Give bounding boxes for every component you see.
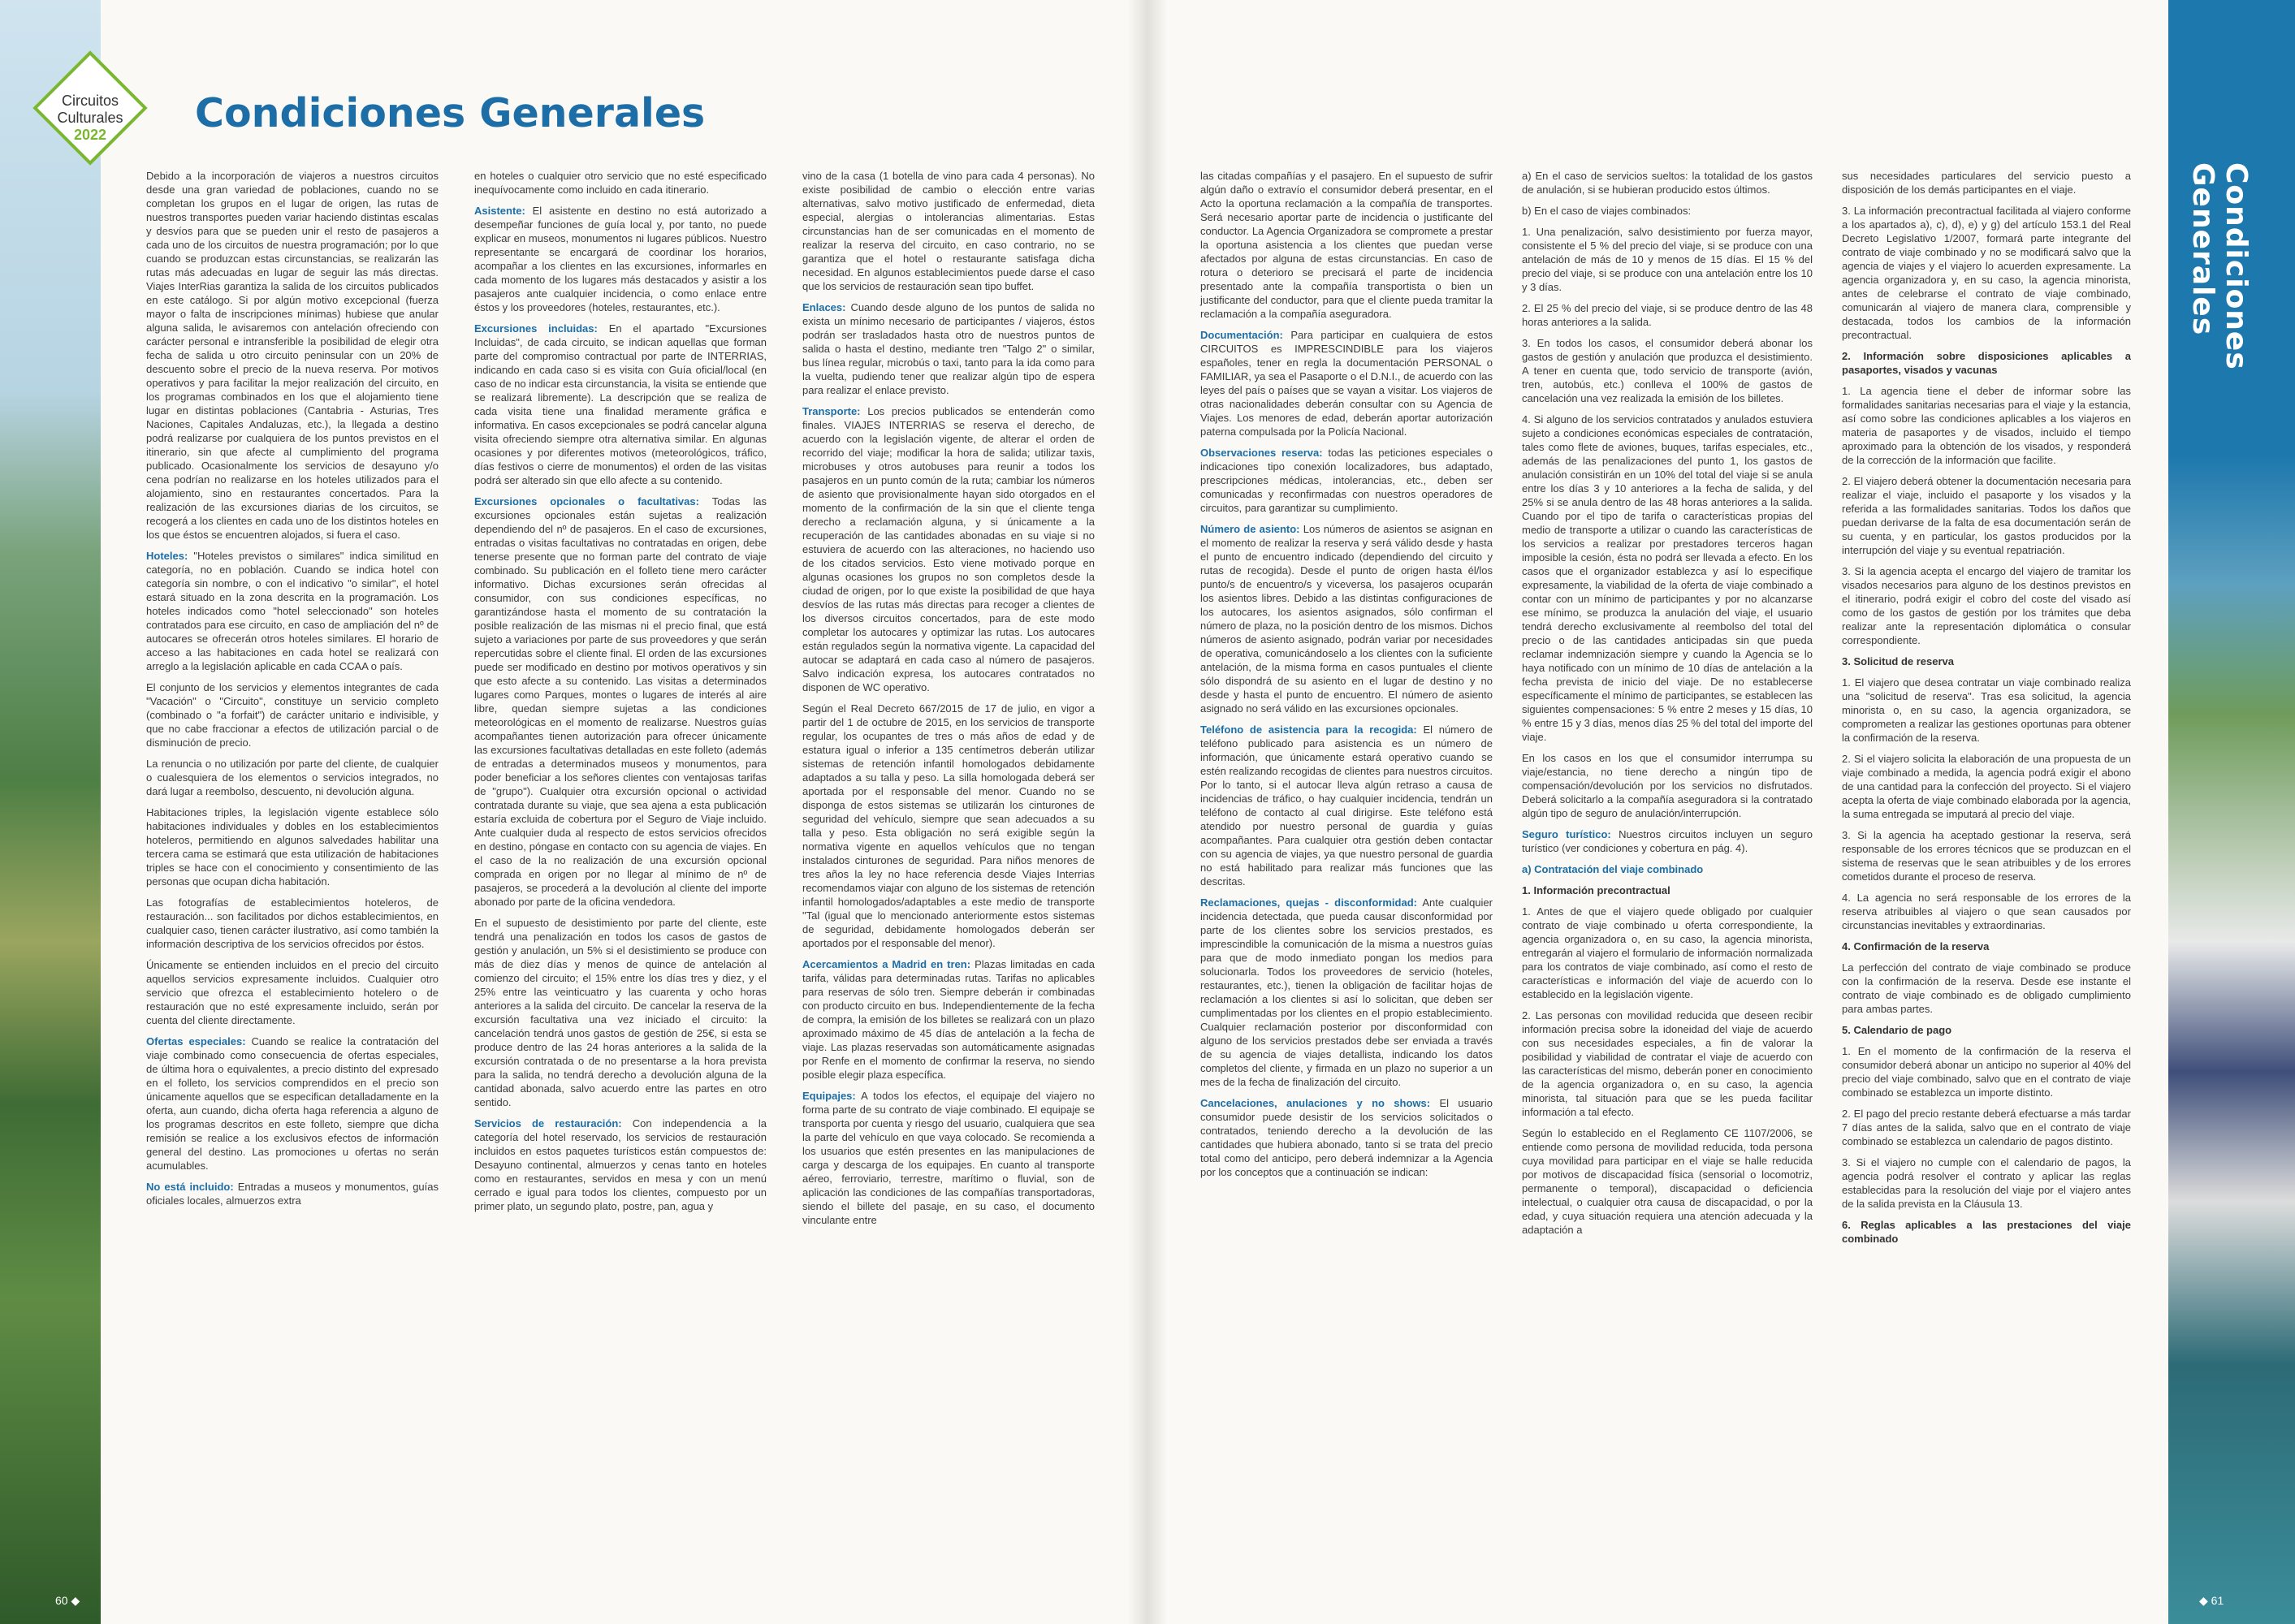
column-2 — [474, 169, 767, 1220]
section-heading: 2. Información sobre disposiciones aplicables a pasaportes, visados y vacunas — [1842, 350, 2131, 376]
paragraph-heading: Transporte: — [802, 405, 861, 417]
paragraph-text: Debido a la incorporación de viajeros a nuestros circuitos desde una gran variedad de poblaciones, cuando no se completan los grupos en el lugar de origen, las rutas de nuestros transportes pueden variar haciendo distintas escalas y desvíos para que se pueden unir el resto de pasajeros a cada uno de los circuitos de nuestra programación; por lo que cuando se produzcan estas circunstancias, se realizarán las rutas más adecuadas en lugar de seguir las más directas. Viajes InterRias garantiza la salida de los circuitos publicados en este catálogo. Si por algún motivo excepcional (fuerza mayor o falta de inscripciones mínimas) hubiese que anular alguna salida, le avisaremos con antelación ofreciendo con carácter personal e intransferible la posibilidad de elegir otra fecha de salida u otro circuito peninsular con un 20% de descuento sobre el precio de la nueva reserva. Por motivos operativos y para facilitar la mejor realización del circuito, en los programas combinados en los que el alojamiento tiene lugar en distintas poblaciones (Cantabria - Asturias, Tres Naciones, Capitales Andaluzas, etc.), la llegada a destino podrá realizarse por cualquiera de los puntos previstos en el itinerario, sin que afecte al cumplimiento del programa publicado. Ocasionalmente los servicios de desayuno y/o cena podrían no realizarse en los hoteles utilizados para el alojamiento, sino en restaurantes concertados. Para la realización de las excursiones diarias de los circuitos, se recogerá a los clientes en cada uno de los distintos hoteles en los que éstos se encuentren alojados, si fuera el caso. — [146, 170, 439, 541]
page-title: Condiciones Generales — [195, 90, 706, 136]
paragraph — [146, 1180, 439, 1207]
paragraph-text: 3. Si la agencia acepta el encargo del viajero de tramitar los visados necesarios para alguno de los destinos previstos en el itinerario, podrá exigir el cobro del coste del visado así como de los gastos de gestión por los trámites que deba realizar ante la representación diplomática o consular correspondiente. — [1842, 565, 2131, 646]
paragraph-text: las citadas compañías y el pasajero. En el supuesto de sufrir algún daño o extravío el consumidor deberá presentar, en el Acto la oportuna reclamación a la compañía de transportes. Será necesario aportar parte de incidencia o justificante del conductor. La Agencia Organizadora se compromete a prestar la oportuna asistencia a los clientes que puedan verse afectados por alguna de estas circunstancias. En caso de rotura o deterioro se precisará el parte de incidencia presentado ante la compañía transportista o bien un justificante del conductor, para que el cliente pueda tramitar la reclamación a la compañía aseguradora. — [1200, 170, 1493, 320]
paragraph-text: Según lo establecido en el Reglamento CE 1107/2006, se entiende como persona de movilidad reducida, toda persona cuya movilidad para participar en el viaje se halle reducida por motivos de discapacidad física (sensorial o locomotriz, permanente o temporal), discapacidad o deficiencia intelectual, o cualquier otra causa de discapacidad, o por la edad, y cuya situación requiera una atención adecuada y la adaptación a — [1522, 1127, 1813, 1236]
paragraph-text: 2. Las personas con movilidad reducida que deseen recibir información precisa sobre la idoneidad del viaje de acuerdo con sus necesidades especiales, a fin de valorar la posibilidad y viabilidad de contratar el viaje de acuerdo con las características del mismo, deberán poner en conocimiento de la agencia organizadora o, en su caso, la agencia minorista, tal situación para que se les pueda facilitar información a tal efecto. — [1522, 1009, 1813, 1118]
paragraph-text: A todos los efectos, el equipaje del viajero no forma parte de su contrato de viaje combinado. El equipaje se transporta por cuenta y riesgo del usuario, cualquiera que sea la parte del vehículo en que vaya colocado. Se recomienda a los usuarios que estén presentes en las manipulaciones de carga y descarga de los equipajes. En cuanto al transporte aéreo, ferroviario, terrestre, marítimo o fluvial, son de aplicación las condiciones de las compañías transportadoras, siendo el billete del pasaje, en su caso, el documento vinculante entre — [802, 1090, 1095, 1226]
paragraph — [1522, 751, 1813, 820]
paragraph — [146, 896, 439, 951]
paragraph-text: Habitaciones triples, la legislación vigente establece sólo habitaciones individuales y dobles en los establecimientos hoteleros, permitiendo en algunos salvedades habilitar una tercera cama se estimará que esta utilización de habitaciones triples se hace con el conocimiento y consentimiento de las personas que ocupan dicha habitación. — [146, 806, 439, 888]
paragraph — [146, 680, 439, 749]
paragraph-text: 3. En todos los casos, el consumidor deberá abonar los gastos de gestión y anulación que produzca el desistimiento. A tener en cuenta que, todo servicio de transporte (avión, tren, autobús, etc.) conlleva el 100% de gastos de cancelación una vez realizada la emisión de los billetes. — [1522, 337, 1813, 404]
paragraph-heading: Seguro turístico: — [1522, 828, 1611, 840]
badge-year: 2022 — [73, 127, 107, 143]
paragraph-text: 2. El 25 % del precio del viaje, si se produce dentro de las 48 horas anteriores a la salida. — [1522, 302, 1813, 328]
paragraph — [1200, 169, 1493, 321]
paragraph — [1842, 1107, 2131, 1148]
paragraph-text: 1. En el momento de la confirmación de la reserva el consumidor deberá abonar un anticipo no superior al 40% del precio del viaje combinado, salvo que en el contrato de viaje combinado se establezca un importe distinto. — [1842, 1045, 2131, 1099]
paragraph — [1522, 225, 1813, 294]
paragraph — [1522, 827, 1813, 855]
paragraph — [146, 169, 439, 542]
paragraph — [802, 957, 1095, 1082]
column-4 — [1200, 169, 1493, 1186]
paragraph — [146, 806, 439, 888]
paragraph-text: en hoteles o cualquier otro servicio que no esté especificado inequívocamente como incluido en cada itinerario. — [474, 170, 767, 196]
paragraph — [146, 757, 439, 798]
paragraph-text: todas las peticiones especiales o indicaciones tipo conexión localizadores, bus adaptado, prescripciones médicas, intolerancias, etc., deben ser comunicadas y reconfirmadas con nuestros operadores de circuitos, para garantizar su cumplimiento. — [1200, 447, 1493, 514]
paragraph-heading: Ofertas especiales: — [146, 1035, 246, 1047]
paragraph-text: Nuestros circuitos incluyen un seguro turístico (ver condiciones y cobertura en pág. 4). — [1522, 828, 1813, 854]
paragraph — [1200, 328, 1493, 438]
paragraph — [474, 204, 767, 314]
paragraph — [474, 495, 767, 909]
paragraph-text: 4. Si alguno de los servicios contratados y anulados estuviera sujeto a condiciones económicas especiales de contratación, tales como flete de aviones, buques, tarifas especiales, etc., además de las penalizaciones del punto 1, los gastos de anulación consistirán en un 10% del total del viaje si se anula entre los días 3 y 10 anteriores a la fecha de salida, y del 25% si se anula dentro de las 48 horas anteriores a la salida. Cuando por el tipo de tarifa o características propias del medio de transporte a utilizar o cuando las características de los servicios a realizar por prestadores terceros hagan imposible la cesión, ésta no podrá ser llevada a efecto. En los casos que el organizador establezca y así lo especifique expresamente, la viabilidad de la oferta de viaje combinado a contar con un mínimo de participantes y por no alcanzarse ese mínimo, se produzca la anulación del viaje, el usuario tendrá derecho exclusivamente al reembolso del total del precio o de las cantidades anticipadas sin que pueda reclamar indemnización siempre y cuando la Agencia se lo haya notificado con un mínimo de 10 días de antelación a la fecha prevista de inicio del viaje. De no establecerse específicamente el mínimo de participantes, se establecen las siguientes compensaciones: 5 % entre 2 meses y 15 días, 10 % entre 15 y 3 días, menos días 25 % del total del importe del viaje. — [1522, 413, 1813, 743]
paragraph-text: La perfección del contrato de viaje combinado se produce con la confirmación de la reserva. Desde ese instante el contrato de viaje combinado es de obligado cumplimiento para ambas partes. — [1842, 961, 2131, 1015]
paragraph-text: Ante cualquier incidencia detectada, que pueda causar disconformidad por parte de los clientes sobre los servicios prestados, es imprescindible la comunicación de la misma a nuestros guías para que de modo inmediato pongan los medios para solucionarla. Todos los proveedores de servicio (hoteles, restaurantes, etc.), tienen la obligación de facilitar hojas de reclamación a los clientes si así lo solicitan, que deben ser cumplimentadas por los clientes en el propio establecimiento. Cualquier reclamación posterior por disconformidad con alguno de los servicios prestados debe ser enviada a través de su agencia de viajes detallista, indicando los datos completos del cliente, y firmada en un plazo no superior a un mes de la fecha de finalización del circuito. — [1200, 896, 1493, 1088]
circuitos-culturales-badge — [32, 50, 148, 166]
paragraph — [1522, 204, 1813, 218]
paragraph — [802, 702, 1095, 950]
paragraph-heading: Número de asiento: — [1200, 523, 1300, 535]
paragraph — [146, 549, 439, 673]
paragraph-text: Con independencia a la categoría del hotel reservado, los servicios de restauración incluidos en estos paquetes turísticos están compuestos de: Desayuno continental, almuerzos y cenas tanto en hoteles como en restaurantes, servidos en mesa y con un menú cerrado e igual para todos los clientes, compuesto por un primer plato, un segundo plato, postre, pan, agua y — [474, 1117, 767, 1212]
paragraph — [1522, 412, 1813, 744]
paragraph-text: "Hoteles previstos o similares" indica similitud en categoría, no en población. Cuando se indica hotel con categoría sin nombre, o con el indicativo "o similar", el hotel estará situado en la zona descrita en la programación. Los hoteles indicados como "hotel seleccionado" son hoteles contratados para ese circuito, en caso de ampliación del nº de autocares se ofrecerán otros hoteles similares. El horario de acceso a las habitaciones en cada hotel se realizará con arreglo a la legislación aplicable en cada CCAA o país. — [146, 550, 439, 672]
column-1 — [146, 169, 439, 1215]
page-number-right: ◆ 61 — [2199, 1594, 2224, 1607]
paragraph — [1842, 1155, 2131, 1211]
paragraph-text: 3. La información precontractual facilitada al viajero conforme a los apartados a), c), d), e) y g) del artículo 153.1 del Real Decreto Legislativo 1/2007, formará parte integrante del contrato de viaje combinado y no se modificará salvo que la agencia de viajes y el viajero lo acuerden expresamente. La agencia organizadora y, en su caso, la agencia minorista, antes de celebrarse el contrato de viaje combinado, comunicarán al viajero de manera clara, comprensible y destacada, todos los cambios de la información precontractual. — [1842, 205, 2131, 341]
paragraph — [802, 300, 1095, 397]
paragraph-text: b) En el caso de viajes combinados: — [1522, 205, 1692, 217]
paragraph — [1842, 204, 2131, 342]
paragraph-heading: Hoteles: — [146, 550, 188, 562]
paragraph-text: Las fotografías de establecimientos hoteleros, de restauración... son facilitados por dichos establecimientos, en cualquier caso, tienen carácter ilustrativo, así como también la información descriptiva de los servicios ofrecidos por éstos. — [146, 896, 439, 950]
paragraph-text: Cuando desde alguno de los puntos de salida no exista un mínimo necesario de participantes / viajeros, éstos podrán ser trasladados hasta otro de nuestros puntos de salida o hasta el destino, mediante tren "Talgo 2" o similar, bus línea regular, microbús o taxi, tanto para la ida como para la vuelta, pudiendo tener que realizar algún tipo de espera para realizar el enlace previsto. — [802, 301, 1095, 396]
paragraph-text: 1. Antes de que el viajero quede obligado por cualquier contrato de viaje combinado u oferta correspondiente, la agencia organizadora o, en su caso, la agencia minorista, entregarán al viajero el formulario de información normalizada para los contratos de viaje combinado, así como el resto de características e información del viaje de acuerdo con lo establecido en la legislación vigente. — [1522, 905, 1813, 1000]
paragraph-heading: Teléfono de asistencia para la recogida: — [1200, 723, 1417, 736]
paragraph-text: El conjunto de los servicios y elementos integrantes de cada "Vacación" o "Circuito", constituye un servicio completo (combinado o "a forfait") de carácter unitario e indivisible, y que no cabe fraccionar a efectos de utilización parcial o de disminución de precio. — [146, 681, 439, 749]
paragraph-text: Los precios publicados se entenderán como finales. VIAJES INTERRIAS se reserva el derecho, de acuerdo con la legislación vigente, de alterar el orden de recorrido del viaje; modificar la hora de salida; utilizar taxis, microbuses y otros autobuses para reunir a todos los pasajeros en un punto común de la ruta; cambiar los números de asiento que provisionalmente hayan sido otorgados en el momento de la confirmación de la sin que el cliente tenga derecho a reclamación alguna, y si únicamente a la recuperación de las cantidades abonadas en su viaje si no estuviera de acuerdo con las alteraciones, no haciendo uso de los citados servicios. Esto viene motivado porque en algunas ocasiones los grupos no son completos desde la ciudad de origen, por lo que existe la posibilidad de que haya desvíos de las rutas más directas para recoger a clientes de los diversos circuitos concertados, para de este modo completar los autocares y optimizar las rutas. Los autocares están regulados según la normativa vigente. La capacidad del autocar se adaptará en cada caso al número de pasajeros. Salvo indicación expresa, los autocares contratados no disponen de WC operativo. — [802, 405, 1095, 693]
paragraph — [1842, 891, 2131, 932]
paragraph — [1842, 384, 2131, 467]
paragraph-heading: Equipajes: — [802, 1090, 856, 1102]
paragraph — [1200, 1096, 1493, 1179]
paragraph-text: En el supuesto de desistimiento por parte del cliente, este tendrá una penalización en todos los casos de gastos de gestión y anulación, un 5% si el desistimiento se produce con más de diez días y menos de quince de antelación al comienzo del circuito; el 15% entre los días tres y diez, y el 25% entre las veinticuatro y las cuarenta y ocho horas anteriores a la salida del circuito. De cancelar la reserva de la excursión facultativa una vez iniciado el circuito: la cancelación tendrá unos gastos de gestión de 25€, si esta se produce dentro de las 24 horas anteriores a la salida de la excursión contratada o de no presentarse a la hora prevista para la salida, no tendrá derecho a devolución alguna de la cantidad abonada, salvo acuerdo entre las partes en otro sentido. — [474, 917, 767, 1108]
paragraph — [146, 1034, 439, 1173]
section-heading: 5. Calendario de pago — [1842, 1024, 1952, 1036]
paragraph-text: Los números de asientos se asignan en el momento de realizar la reserva y será válido desde y hasta el punto de encuentro indicado (dependiendo del circuito y rutas de recogida). Desde el punto de origen hasta él/los punto/s de encuentro/s y viceversa, los pasajeros ocuparán los asientos libres. Debido a las distintas configuraciones de los autocares, los asientos asignados, sólo confirman el número de plaza, no la posición dentro de los mismos. Dichos números de asiento asignado, podrán variar por necesidades de operativa, comunicándoselo a los clientes con la suficiente antelación, de la misma forma en casos puntuales el cliente sólo dispondrá de su asiento en el lugar de destino y no desde y hasta el punto de encuentro. El número de asiento asignado no será válido en las excursiones opcionales. — [1200, 523, 1493, 715]
paragraph-text: Entradas a museos y monumentos, guías oficiales locales, almuerzos extra — [146, 1181, 439, 1207]
page-number-left: 60 ◆ — [55, 1594, 80, 1607]
paragraph — [474, 169, 767, 197]
subsection-heading: a) Contratación del viaje combinado — [1522, 863, 1704, 875]
paragraph-text: Todas las excursiones opcionales están sujetas a realización dependiendo del nº de pasajeros. En el caso de excursiones, entradas o visitas facultativas no contratadas en origen, debe tenerse presente que no forman parte del contrato de viaje combinado. Su publicación en el folleto tiene mero carácter informativo. Dichas excursiones serán ofrecidas al consumidor, con sus condiciones específicas, no garantizándose hasta el momento de su contratación la posible realización de las mismas ni el precio final, que está sujeto a variaciones por parte de sus proveedores y que serán repercutidas sobre el cliente final. El orden de las excursiones puede ser modificado en destino por motivos operativos y sin que esto afecte a su contenido. Las visitas a determinados lugares como Parques, montes o lugares de interés al aire libre, quedan siempre sujetas a las condiciones meteorológicas en el momento de realizarse. Nuestros guías acompañantes tienen autorización para ofrecer únicamente las excursiones facultativas detalladas en este folleto (además de entradas a determinados museos y monumentos, para poder beneficiar a los señores clientes con ventajosas tarifas de "grupo"). Cualquier otra excursión opcional o actividad contratada durante su viaje, que sea ajena a esta publicación estaría excluida de cobertura por el Seguro de Viaje incluido. Ante cualquier duda al respecto de estos servicios ofrecidos en destino, póngase en contacto con su agencia de viajes. En el caso de la no realización de una excursión opcional comprada en origen por no llegar al mínimo de nº de pasajeros, se procederá a la devolución al cliente del importe abonado por parte de la oficina vendedora. — [474, 495, 767, 908]
paragraph-text: 4. La agencia no será responsable de los errores de la reserva atribuibles al viajero o que sean causados por circunstancias inevitables y extraordinarias. — [1842, 892, 2131, 931]
paragraph — [1200, 896, 1493, 1089]
paragraph — [1522, 169, 1813, 197]
paragraph-text: Plazas limitadas en cada tarifa, válidas para determinadas rutas. Tarifas no aplicables para reservas de sólo tren. Siempre deberán ir combinadas con producto circuito en bus. Independientemente de la fecha de compra, la emisión de los billetes se realizará con un plazo aproximado máximo de 45 días de antelación a la fecha de viaje. Las plazas reservadas son automáticamente asignadas por Renfe en el momento de confirmar la reserva, no siendo posible elegir plaza específica. — [802, 958, 1095, 1081]
section-heading: 3. Solicitud de reserva — [1842, 655, 1955, 667]
column-3 — [802, 169, 1095, 1234]
paragraph — [1842, 564, 2131, 647]
paragraph-text: 2. El viajero deberá obtener la documentación necesaria para realizar el viaje, incluido el pasaporte y los visados y la referida a las formalidades sanitarias. Todos los daños que puedan derivarse de la falta de esa documentación serán de su cuenta, y en particular, los gastos producidos por la interrupción del viaje y su eventual repatriación. — [1842, 475, 2131, 556]
paragraph — [146, 958, 439, 1027]
paragraph-text: 1. La agencia tiene el deber de informar sobre las formalidades sanitarias necesarias para el viaje y la estancia, así como sobre las condiciones aplicables a los viajeros en materia de pasaportes y de visados, incluido el tiempo aproximado para la obtención de los visados, y responderá de la corrección de la información que facilite. — [1842, 385, 2131, 466]
paragraph-text: En los casos en los que el consumidor interrumpa su viaje/estancia, no tiene derecho a ningún tipo de compensación/devolución por los servicios no disfrutados. Deberá solicitarlo a la compañía aseguradora si la contratado algún tipo de seguro de anulación/interrupción. — [1522, 752, 1813, 819]
paragraph — [1522, 905, 1813, 1001]
paragraph — [802, 404, 1095, 694]
paragraph — [1200, 522, 1493, 715]
paragraph — [802, 1089, 1095, 1227]
paragraph-text: Cuando se realice la contratación del viaje combinado como consecuencia de ofertas especiales, de última hora o equivalentes, a precio distinto del expresado en el folleto, los servicios comprendidos en el precio son únicamente aquellos que se especifican detalladamente en la oferta, aun cuando, dicha oferta haga referencia a alguno de los programas descritos en este folleto, siempre que dicha remisión se realice a los exclusivos efectos de información general del destino. Las promociones u ofertas no serán acumulables. — [146, 1035, 439, 1172]
paragraph-heading: Observaciones reserva: — [1200, 447, 1323, 459]
paragraph-text: El asistente en destino no está autorizado a desempeñar funciones de guía local y, por tanto, no puede explicar en museos, monumentos ni lugares públicos. Nuestro representante se encargará de coordinar los horarios, acompañar a los clientes en las excursiones, informarles en cada momento de los lugares más destacados y asistir a los pasajeros ante cualquier incidencia, o como enlace entre éstos y los proveedores (hoteles, restaurantes, etc.). — [474, 205, 767, 313]
section-heading: 1. Información precontractual — [1522, 884, 1670, 896]
paragraph — [1522, 336, 1813, 405]
paragraph-text: 3. Si la agencia ha aceptado gestionar la reserva, será responsable de los errores técnicos que se produzcan en el sistema de reservas que le sean atribuibles y de los errores cometidos durante el proceso de reserva. — [1842, 829, 2131, 883]
paragraph-text: 3. Si el viajero no cumple con el calendario de pagos, la agencia podrá resolver el contrato y aplicar las reglas establecidas para la resolución del viaje por el viajero antes de la salida prevista en la Cláusula 13. — [1842, 1156, 2131, 1210]
paragraph-text: En el apartado "Excursiones Incluidas", de cada circuito, se indican aquellas que forman parte del compromiso contractual por parte de INTERRIAS, indicando en cada caso si es visita con Guía oficial/local (en caso de no indicar esta circunstancia, la visita se entiende que se realizará libremente). La descripción que se realiza de cada visita tiene una finalidad meramente gráfica e informativa. En casos excepcionales se podrá cancelar alguna visita ofreciendo siempre otra alternativa similar. En algunas ocasiones y por diferentes motivos (meteorológicos, tráfico, días festivos o cierre de monumentos) el orden de las visitas podrá ser alterado sin que ello afecte a su contenido. — [474, 322, 767, 486]
page-gutter — [1128, 0, 1167, 1624]
paragraph-text: Únicamente se entienden incluidos en el precio del circuito aquellos servicios expresamente incluidos. Cualquier otro servicio que ofrezca el establecimiento hotelero o de restauración que no esté expresamente incluido, serán por cuenta del cliente directamente. — [146, 959, 439, 1026]
paragraph — [1200, 723, 1493, 888]
paragraph — [1842, 474, 2131, 557]
badge-line-2: Culturales — [57, 110, 123, 126]
paragraph — [1842, 828, 2131, 883]
paragraph — [1522, 1009, 1813, 1119]
side-title: Condiciones Generales — [2186, 162, 2253, 370]
paragraph — [1842, 676, 2131, 745]
column-5 — [1522, 169, 1813, 1244]
landscape-photo-left — [0, 0, 101, 1624]
paragraph — [1200, 446, 1493, 515]
paragraph-text: El usuario consumidor puede desistir de los servicios solicitados o contratados, teniendo derecho a la devolución de las cantidades que hubiera abonado, tanto si se trata del precio total como del anticipo, pero deberá indemnizar a la Agencia por los conceptos que a continuación se indican: — [1200, 1097, 1493, 1178]
paragraph-heading: Reclamaciones, quejas - disconformidad: — [1200, 896, 1417, 909]
paragraph-text: Según el Real Decreto 667/2015 de 17 de julio, en vigor a partir del 1 de octubre de 2015, en los servicios de transporte regular, los ocupantes de tres o más años de edad y de estatura igual o inferior a 135 centímetros deberán utilizar sistemas de retención infantil homologados debidamente adaptados a su talla y peso. La silla homologada deberá ser aportada por el responsable del menor. Cuando no se disponga de estos sistemas se utilizarán los cinturones de seguridad del vehículo, siempre que sean adecuados a su talla y peso. Esta obligación no será exigible según la normativa vigente en aquellos vehículos que no tengan instalados cinturones de seguridad. Para niños menores de tres años la ley no hace referencia desde Viajes Interrias recomendamos viajar con alguno de los sistemas de retención infantil homologados/adaptables a este medio de transporte "Tal (igual que lo mencionado anteriormente estos sistemas de seguridad, debidamente homologados deberán ser aportados por el responsable del menor). — [802, 702, 1095, 949]
badge-line-1: Circuitos — [61, 93, 119, 109]
paragraph — [802, 169, 1095, 293]
paragraph-heading: Documentación: — [1200, 329, 1283, 341]
paragraph-text: El número de teléfono publicado para asistencia es un número de información, que únicamente estará operativo cuando se estén realizando recogidas de clientes para nuestros circuitos. Por lo tanto, si el autocar lleva algún retraso a causa de incidencias de tráfico, o hay cualquier incidencia, tendrán un teléfono de contacto al cual dirigirse. Este teléfono está atendido por nuestro personal de guardia y guías acompañantes. Para cualquier otra gestión deben contactar con su agencia de viajes, ya que nuestro personal de guardia no está habilitado para realizar más funciones que las descritas. — [1200, 723, 1493, 888]
paragraph-text: La renuncia o no utilización por parte del cliente, de cualquier o cualesquiera de los elementos o servicios integrados, no dará lugar a reembolso, descuento, ni devolución alguna. — [146, 758, 439, 797]
paragraph — [474, 1116, 767, 1213]
section-heading: 6. Reglas aplicables a las prestaciones del viaje combinado — [1842, 1219, 2131, 1245]
paragraph — [1842, 1044, 2131, 1099]
paragraph — [1522, 1126, 1813, 1237]
paragraph-text: 2. El pago del precio restante deberá efectuarse a más tardar 7 días antes de la salida, salvo que en el contrato de viaje combinado se establezca un calendario de pagos distinto. — [1842, 1108, 2131, 1147]
paragraph — [474, 322, 767, 487]
paragraph-heading: Enlaces: — [802, 301, 846, 313]
paragraph-text: 1. El viajero que desea contratar un viaje combinado realiza una "solicitud de reserva". Tras esa solicitud, la agencia minorista o, en su caso, la agencia organizadora, se comprometen a realizar las gestiones oportunas para obtener la confirmación de la reserva. — [1842, 676, 2131, 744]
paragraph — [1842, 752, 2131, 821]
paragraph-heading: Servicios de restauración: — [474, 1117, 622, 1129]
paragraph — [1842, 169, 2131, 197]
paragraph-heading: Acercamientos a Madrid en tren: — [802, 958, 971, 970]
section-heading: 4. Confirmación de la reserva — [1842, 940, 1990, 952]
badge-label — [32, 93, 148, 144]
paragraph-text: sus necesidades particulares del servicio puesto a disposición de los demás participantes en el viaje. — [1842, 170, 2131, 196]
paragraph-heading: Asistente: — [474, 205, 525, 217]
column-6 — [1842, 169, 2131, 1253]
paragraph-heading: No está incluido: — [146, 1181, 234, 1193]
paragraph-text: vino de la casa (1 botella de vino para cada 4 personas). No existe posibilidad de cambio o elección entre varias alternativas, salvo motivo justificado de enfermedad, dieta especial, alergias o intolerancias alimentarias. Estas circunstancias han de ser comunicadas en el momento de realizar la reserva del circuito, en caso contrario, no se garantiza que el hotel o restaurante satisfaga dicha necesidad. En algunos establecimientos puede darse el caso que los servicios de restauración sean tipo buffet. — [802, 170, 1095, 292]
paragraph-heading: Cancelaciones, anulaciones y no shows: — [1200, 1097, 1431, 1109]
paragraph — [1842, 961, 2131, 1016]
paragraph-text: a) En el caso de servicios sueltos: la totalidad de los gastos de anulación, si se hubieran producido estos últimos. — [1522, 170, 1813, 196]
paragraph-heading: Excursiones incluidas: — [474, 322, 598, 335]
paragraph — [474, 916, 767, 1109]
paragraph-text: Para participar en cualquiera de estos CIRCUITOS es IMPRESCINDIBLE para los viajeros españoles, tener en regla la documentación PERSONAL o FAMILIAR, ya sea el Pasaporte o el D.N.I., de acuerdo con las leyes del país o países que se vayan a visitar. Los viajeros de otras nacionalidades deberán consultar con su Agencia de Viajes. Los menores de edad, deberán aportar autorización paterna compulsada por la Policía Nacional. — [1200, 329, 1493, 438]
paragraph-text: 2. Si el viajero solicita la elaboración de una propuesta de un viaje combinado a medida, la agencia podrá exigir el abono de una cantidad para la confección del proyecto. Si el viajero acepta la oferta de viaje combinado elaborada por la agencia, la suma entregada se imputará al precio del viaje. — [1842, 753, 2131, 820]
paragraph-heading: Excursiones opcionales o facultativas: — [474, 495, 699, 508]
paragraph-text: 1. Una penalización, salvo desistimiento por fuerza mayor, consistente el 5 % del precio del viaje, si se produce con una antelación de más de 10 y menos de 15 días. El 15 % del precio del viaje, si se produce con una antelación entre los 10 y 3 días. — [1522, 226, 1813, 293]
paragraph — [1522, 301, 1813, 329]
